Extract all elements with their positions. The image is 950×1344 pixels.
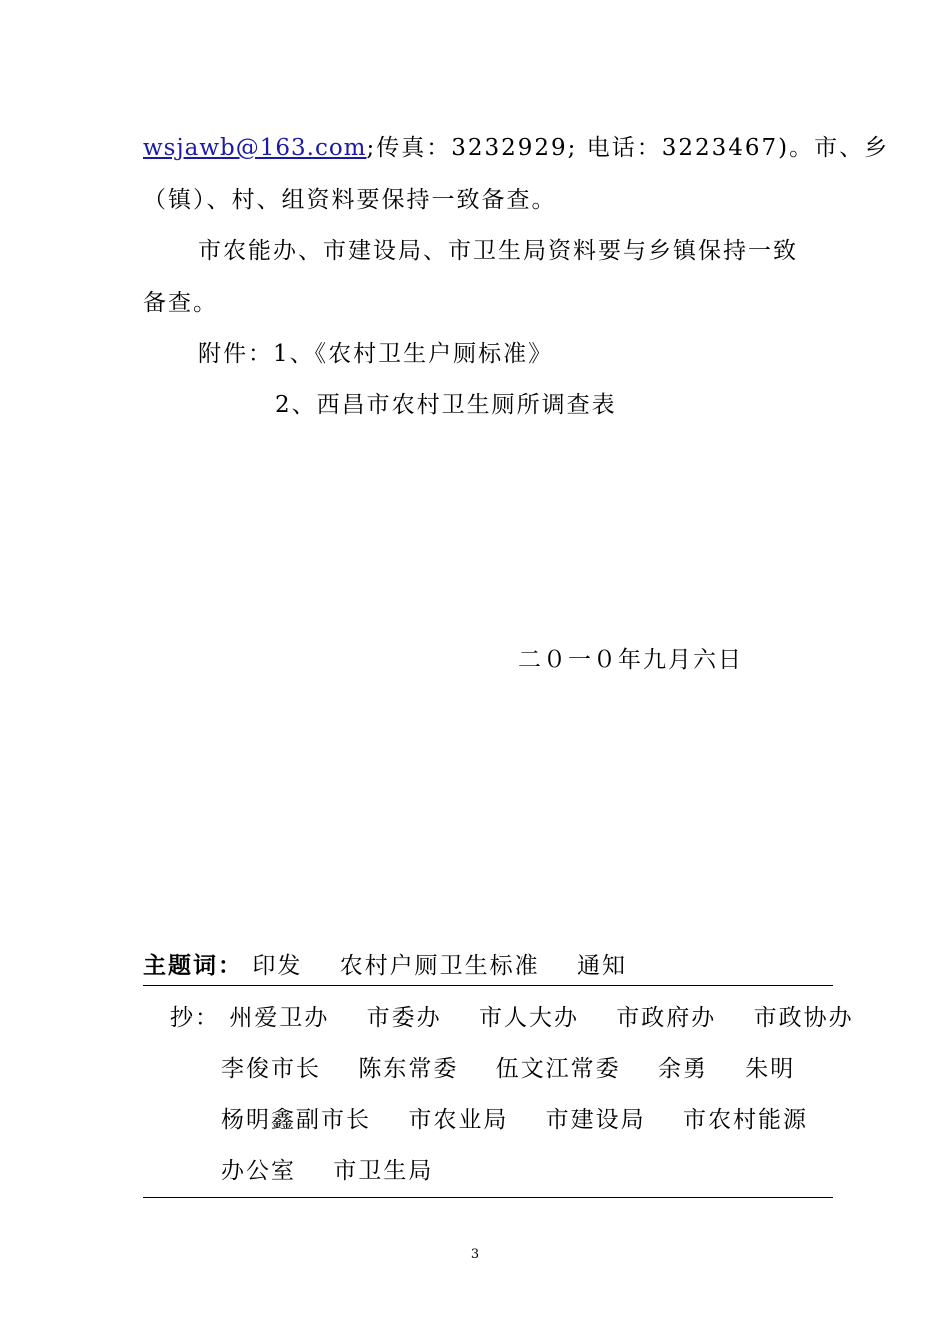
cc-recipient: 市政协办: [753, 1005, 854, 1031]
keyword-item: 农村户厕卫生标准: [339, 953, 540, 979]
body-line-1: [143, 133, 889, 163]
cc-recipient: 余勇: [657, 1056, 708, 1082]
cc-recipient: 市农村能源: [682, 1107, 808, 1133]
cc-recipient: 市委办: [366, 1005, 442, 1031]
cc-line-4: [221, 1156, 433, 1186]
attachment-1: 附件：1、《农村卫生户厕标准》: [198, 341, 554, 367]
cc-recipient: 市人大办: [478, 1005, 579, 1031]
attachment-2: 2、西昌市农村卫生厕所调查表: [275, 392, 617, 418]
cc-recipient: 李俊市长: [221, 1056, 321, 1082]
email-link[interactable]: wsjawb@163.com: [143, 135, 367, 161]
keyword-item: 印发: [252, 953, 303, 979]
cc-recipient: 市卫生局: [333, 1158, 434, 1184]
cc-recipient: 伍文江常委: [495, 1056, 621, 1082]
cc-line-2: [221, 1054, 795, 1084]
document-date: 二０一０年九月六日: [518, 647, 743, 673]
cc-line-1: [170, 1003, 854, 1033]
body-line-4: 备查。: [143, 290, 218, 316]
cc-recipient: 办公室: [221, 1158, 296, 1184]
cc-recipient: 市农业局: [408, 1107, 509, 1133]
cc-recipient: 市建设局: [545, 1107, 646, 1133]
divider-bottom: [143, 1197, 833, 1198]
body-line-2: （镇）、村、组资料要保持一致备查。: [143, 187, 557, 213]
cc-recipient: 陈东常委: [358, 1056, 459, 1082]
keywords-label: 主题词：: [143, 952, 243, 979]
cc-recipient: 市政府办: [616, 1005, 717, 1031]
cc-recipient: 朱明: [745, 1056, 796, 1082]
page-number: 3: [470, 1247, 480, 1262]
cc-label: 抄：: [170, 1005, 220, 1031]
cc-recipient: 杨明鑫副市长: [221, 1107, 371, 1133]
body-line-3: 市农能办、市建设局、市卫生局资料要与乡镇保持一致: [198, 238, 798, 264]
divider-top: [143, 985, 833, 986]
cc-recipient: 州爱卫办: [229, 1005, 330, 1031]
keyword-item: 通知: [576, 953, 627, 979]
contact-text: ;传真：3232929; 电话：3223467)。市、乡: [366, 135, 890, 161]
cc-line-3: [221, 1105, 808, 1135]
keywords-line: [143, 951, 627, 981]
